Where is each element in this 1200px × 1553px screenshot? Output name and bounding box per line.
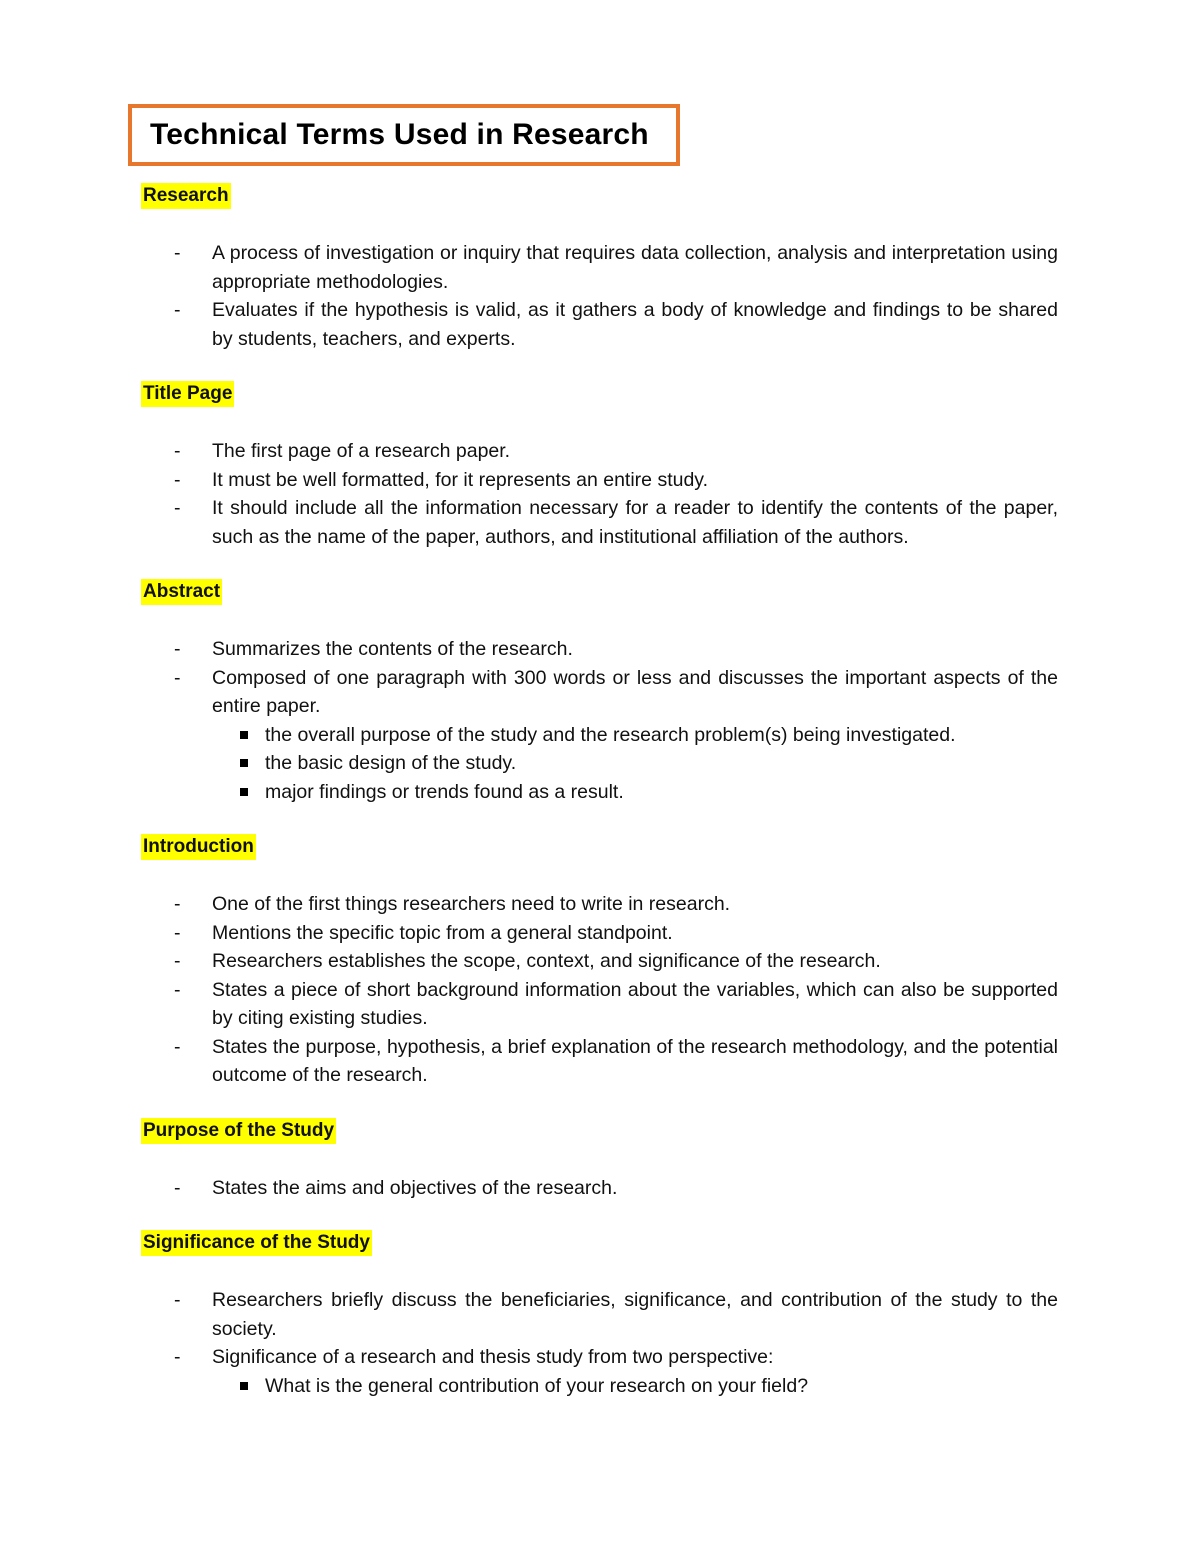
dash-bullet-icon: -: [174, 638, 181, 660]
dash-bullet-icon: -: [174, 299, 181, 321]
list-item: [141, 296, 1058, 353]
dash-bullet-icon: -: [174, 497, 181, 519]
dash-bullet-icon: -: [174, 921, 181, 944]
section-abstract: [141, 579, 1058, 806]
section-introduction: [141, 834, 1058, 1090]
dash-bullet-icon: -: [174, 950, 181, 972]
list-item: [141, 919, 1058, 948]
dash-bullet-icon: -: [174, 468, 181, 491]
sublist-item-text: the overall purpose of the study and the research problem(s) being investigated.: [265, 723, 956, 746]
dash-bullet-icon: -: [174, 440, 181, 462]
list-item-text: States the purpose, hypothesis, a brief explanation of the research methodology, and the potential outcome of the research.: [212, 1035, 1058, 1086]
list-item-text: It should include all the information necessary for a reader to identify the contents of the paper, such as the name of the paper, authors, and institutional affiliation of the authors.: [212, 497, 1058, 548]
dash-bullet-icon: -: [174, 1176, 181, 1199]
list-item: [141, 1286, 1058, 1343]
dash-list: [141, 635, 1058, 806]
dash-list: [141, 1174, 1058, 1203]
dash-list: [141, 239, 1058, 353]
sublist-container: [141, 721, 1058, 807]
list-item: [141, 239, 1058, 296]
list-item-text: A process of investigation or inquiry that requires data collection, analysis and interpretation using appropriate methodologies.: [212, 242, 1058, 293]
list-item-text: It must be well formatted, for it represents an entire study.: [212, 468, 709, 491]
list-item: [141, 466, 1058, 495]
square-bullet-icon: [240, 1382, 248, 1390]
list-item: [141, 1174, 1058, 1203]
list-item-text: Significance of a research and thesis study from two perspective:: [212, 1346, 774, 1368]
list-item: [141, 437, 1058, 466]
dash-bullet-icon: -: [174, 1289, 181, 1311]
dash-list: [141, 1286, 1058, 1400]
page-title: Technical Terms Used in Research: [150, 118, 649, 151]
document-body: [141, 183, 1058, 1428]
list-item-text: States a piece of short background information about the variables, which can also be supported by citing existing studies.: [212, 978, 1058, 1029]
section-heading: Purpose of the Study: [141, 1118, 336, 1144]
list-item-text: States the aims and objectives of the research.: [212, 1176, 618, 1199]
list-item: [141, 664, 1058, 721]
section-heading: Abstract: [141, 579, 222, 605]
list-item: [141, 890, 1058, 919]
dash-bullet-icon: -: [174, 666, 181, 689]
list-item-text: Composed of one paragraph with 300 words or less and discusses the important aspects of the entire paper.: [212, 666, 1058, 717]
list-item-text: Evaluates if the hypothesis is valid, as it gathers a body of knowledge and findings to be shared by students, teachers, and experts.: [212, 299, 1058, 350]
square-list: [212, 1372, 1058, 1401]
dash-bullet-icon: -: [174, 893, 181, 915]
sublist-item: [212, 749, 1058, 778]
list-item: [141, 1033, 1058, 1090]
section-purpose-of-the-study: [141, 1118, 1058, 1203]
list-item: [141, 1343, 1058, 1372]
section-heading: Significance of the Study: [141, 1230, 372, 1256]
list-item: [141, 976, 1058, 1033]
dash-list: [141, 890, 1058, 1090]
sublist-item: [212, 778, 1058, 807]
section-research: [141, 183, 1058, 353]
dash-list: [141, 437, 1058, 551]
sublist-item: [212, 1372, 1058, 1401]
dash-bullet-icon: -: [174, 1346, 181, 1368]
sublist-item-text: What is the general contribution of your research on your field?: [265, 1374, 809, 1397]
square-list: [212, 721, 1058, 807]
section-significance-of-the-study: [141, 1230, 1058, 1400]
dash-bullet-icon: -: [174, 1035, 181, 1058]
section-heading: Introduction: [141, 834, 256, 860]
square-bullet-icon: [240, 759, 248, 767]
section-title-page: [141, 381, 1058, 551]
sublist-item: [212, 721, 1058, 750]
list-item-text: Researchers briefly discuss the beneficiaries, significance, and contribution of the study to the society.: [212, 1289, 1058, 1340]
dash-bullet-icon: -: [174, 242, 181, 264]
dash-bullet-icon: -: [174, 978, 181, 1001]
square-bullet-icon: [240, 788, 248, 796]
list-item-text: The first page of a research paper.: [212, 440, 511, 462]
list-item-text: Researchers establishes the scope, context, and significance of the research.: [212, 950, 881, 972]
sublist-item-text: major findings or trends found as a result.: [265, 780, 624, 803]
list-item-text: Mentions the specific topic from a general standpoint.: [212, 921, 673, 944]
section-heading: Title Page: [141, 381, 234, 407]
list-item-text: Summarizes the contents of the research.: [212, 638, 573, 660]
list-item: [141, 947, 1058, 976]
sublist-container: [141, 1372, 1058, 1401]
section-heading: Research: [141, 183, 231, 209]
list-item: [141, 494, 1058, 551]
list-item: [141, 635, 1058, 664]
sublist-item-text: the basic design of the study.: [265, 752, 517, 774]
title-box: [128, 104, 680, 166]
list-item-text: One of the first things researchers need to write in research.: [212, 893, 731, 915]
square-bullet-icon: [240, 731, 248, 739]
